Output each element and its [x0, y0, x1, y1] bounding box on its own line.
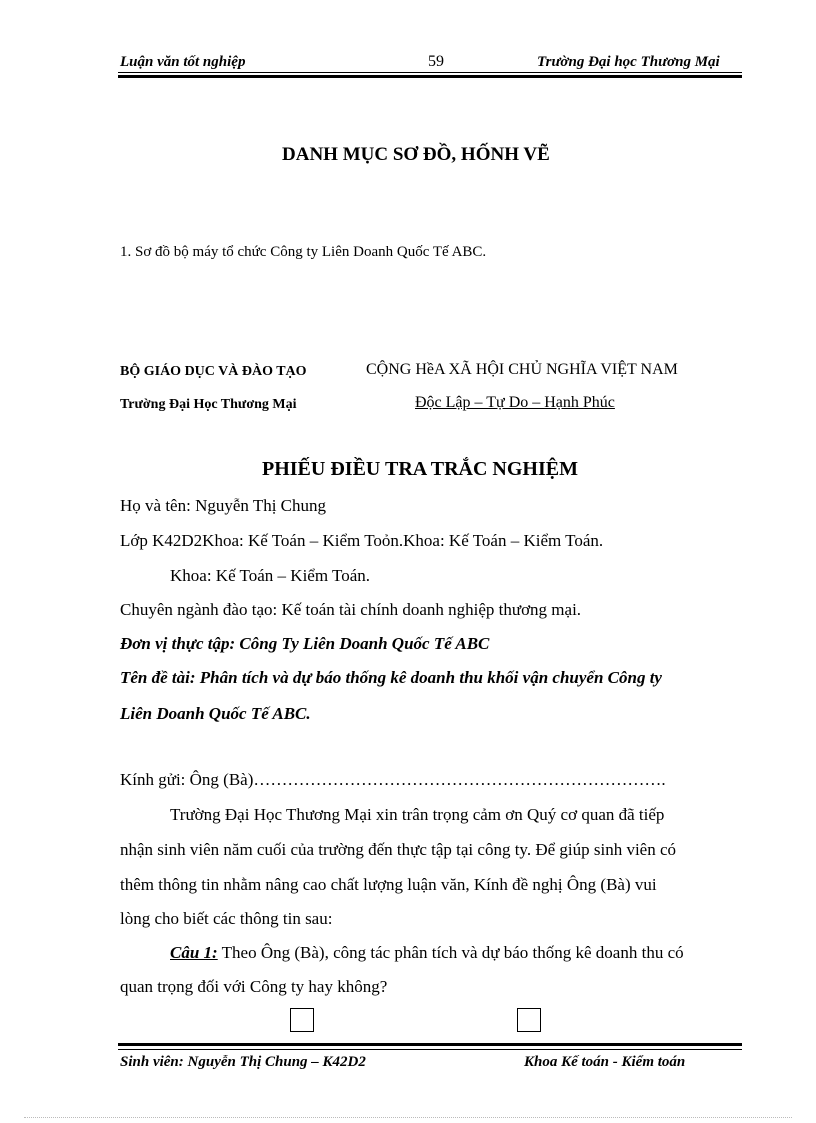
- page-bottom-border: [24, 1117, 792, 1118]
- footer-rule-thick: [118, 1043, 742, 1046]
- letter-line-4: lòng cho biết các thông tin sau:: [120, 909, 333, 928]
- section-title: DANH MỤC SƠ ĐỒ, HỐNH VẼ: [282, 144, 550, 165]
- motto-label: Độc Lập – Tự Do – Hạnh Phúc: [415, 394, 615, 411]
- topic-line-2: Liên Doanh Quốc Tế ABC.: [120, 704, 311, 723]
- footer-left: Sinh viên: Nguyễn Thị Chung – K42D2: [120, 1054, 366, 1070]
- ministry-label: BỘ GIÁO DỤC VÀ ĐÀO TẠO: [120, 364, 307, 379]
- major-line: Chuyên ngành đào tạo: Kế toán tài chính doanh nghiệp thương mại.: [120, 600, 582, 619]
- topic-line-1: Tên đề tài: Phân tích và dự báo thống kê doanh thu khối vận chuyển Công ty: [120, 668, 662, 687]
- header-right: Trường Đại học Thương Mại: [537, 54, 720, 70]
- school-label: Trường Đại Học Thương Mại: [120, 397, 297, 412]
- letter-line-3: thêm thông tin nhằm nâng cao chất lượng luận văn, Kính đề nghị Ông (Bà) vui: [120, 875, 657, 894]
- footer-rule-thin: [118, 1049, 742, 1050]
- question-1-text: Theo Ông (Bà), công tác phân tích và dự báo thống kê doanh thu có: [217, 943, 684, 962]
- internship-unit: Đơn vị thực tập: Công Ty Liên Doanh Quốc Tế ABC: [120, 634, 490, 653]
- question-1: [170, 943, 684, 963]
- header-rule-thin: [118, 72, 742, 73]
- letter-line-1: Trường Đại Học Thương Mại xin trân trọng cảm ơn Quý cơ quan đã tiếp: [170, 805, 665, 824]
- footer-right: Khoa Kế toán - Kiểm toán: [524, 1054, 686, 1070]
- greeting-line: Kính gửi: Ông (Bà)……………………………………………………………….: [120, 770, 666, 789]
- header-left: Luận văn tốt nghiệp: [120, 54, 246, 70]
- student-name: Họ và tên: Nguyễn Thị Chung: [120, 496, 327, 515]
- class-line: Lớp K42D2Khoa: Kế Toán – Kiểm Toỏn.Khoa: Kế Toán – Kiểm Toán.: [120, 531, 604, 550]
- faculty-line: Khoa: Kế Toán – Kiểm Toán.: [170, 566, 371, 585]
- answer-no-checkbox[interactable]: [517, 1008, 541, 1032]
- survey-title: PHIẾU ĐIỀU TRA TRẮC NGHIỆM: [262, 458, 578, 480]
- question-1-label: Câu 1:: [170, 943, 218, 962]
- republic-label: CỘNG HềA XÃ HỘI CHỦ NGHĨA VIỆT NAM: [366, 361, 678, 378]
- question-1-line-2: quan trọng đối với Công ty hay không?: [120, 977, 388, 996]
- diagram-list-item: 1. Sơ đồ bộ máy tổ chức Công ty Liên Doanh Quốc Tế ABC.: [120, 244, 487, 260]
- header-rule-thick: [118, 75, 742, 78]
- page-number: 59: [428, 53, 444, 70]
- answer-yes-checkbox[interactable]: [290, 1008, 314, 1032]
- letter-line-2: nhận sinh viên năm cuối của trường đến thực tập tại công ty. Để giúp sinh viên có: [120, 840, 677, 859]
